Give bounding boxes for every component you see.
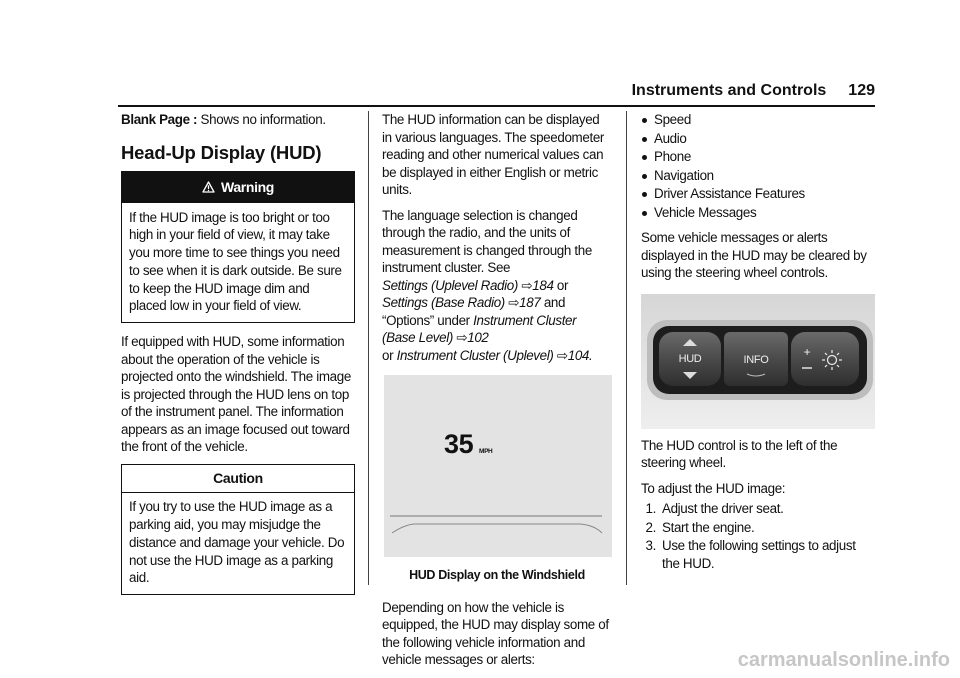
page-number: 129 [848,82,875,99]
hud-control-location: The HUD control is to the left of the steering wheel. [641,437,838,470]
section-title: Instruments and Controls [631,82,827,99]
section-heading: Head-Up Display (HUD) [121,141,322,163]
page-ref-arrow-icon: ⇨ [508,295,520,310]
warning-box [121,171,355,323]
page-ref-arrow-icon: ⇨ [521,277,533,293]
blank-page-term: Blank Page : [121,112,198,127]
warning-triangle-icon [202,181,215,193]
or-text: or [556,277,569,293]
or-text: or [382,347,394,363]
steering-controls-illustration [641,294,875,429]
adjust-intro: To adjust the HUD image: [641,480,786,496]
list-item: Driver Assistance Features [641,185,875,203]
settings-text: The language selection is changed through the radio, and the units of measurement is changed through the instrument cluster. See [382,207,592,275]
warning-title: Warning [220,179,275,195]
warning-header [122,172,354,203]
hud-button-label: HUD [678,352,702,365]
brightness-button[interactable] [791,332,859,386]
warning-text: If the HUD image is too bright or too high in your field of view, it may take you more time to see things you need to see when it is dark outside. Be sure to keep the HUD image dim and placed low in your field of view. [129,209,342,314]
hud-speed-unit: MPH [479,448,493,455]
language-paragraph: The HUD information can be displayed in various languages. The speedometer reading and other numerical values can be displayed in either English or metric units. [382,112,605,197]
column-divider-2 [626,111,627,585]
step-number: 3. [645,538,656,553]
list-item: Vehicle Messages [641,204,875,222]
step-number: 1. [645,501,656,516]
clear-messages-paragraph: Some vehicle messages or alerts displayed in the HUD may be cleared by using the steering wheel controls. [641,230,867,280]
list-item: Speed [641,111,875,129]
ref-base-radio[interactable]: Settings (Base Radio) [382,295,505,310]
ref-uplevel-radio[interactable]: Settings (Uplevel Radio) [382,277,518,293]
list-item: Navigation [641,167,875,185]
list-item: Phone [641,148,875,166]
column-2 [382,111,612,677]
column-1 [121,111,355,595]
page-ref-arrow-icon: ⇨ [456,330,468,345]
ref-cluster-uplevel-page[interactable]: 104. [567,347,593,363]
step-text: Start the engine. [662,519,755,535]
hud-speed-value: 35 [444,429,474,459]
ref-cluster-base-page[interactable]: 102 [467,330,489,345]
header-rule [118,105,875,107]
hud-intro-paragraph: If equipped with HUD, some information about the operation of the vehicle is projected onto the windshield. The image is projected through the HUD lens on top of the instrument panel. The information appears as an image focused out toward the front of the vehicle. [121,334,351,455]
settings-reference-paragraph [382,207,612,365]
info-button[interactable] [724,332,788,386]
step-number: 2. [645,519,656,535]
list-item [641,519,875,537]
blank-page-desc: Shows no information. [200,112,326,127]
caution-title: Caution [122,465,354,494]
options-text: and “Options” under [382,295,566,328]
page-header [520,82,875,100]
caution-box [121,464,355,595]
ref-uplevel-radio-page[interactable]: 184 [532,277,554,293]
step-text: Adjust the driver seat. [662,501,784,516]
blank-page-entry [121,111,355,129]
caution-text: If you try to use the HUD image as a parking aid, you may misjudge the distance and damage your vehicle. Do not use the HUD image as a parking aid. [129,499,345,586]
column-3 [641,111,875,573]
hud-windshield-figure [384,375,612,557]
column-divider-1 [368,111,369,585]
ref-base-radio-page[interactable]: 187 [519,295,541,310]
display-items-paragraph: Depending on how the vehicle is equipped, the HUD may display some of the following vehicle information and vehicle messages or alerts: [382,599,609,667]
ref-cluster-base[interactable]: Instrument Cluster (Base Level) [382,312,577,345]
info-button-label: INFO [743,353,769,366]
list-item: Audio [641,130,875,148]
page-ref-arrow-icon: ⇨ [556,347,568,363]
steering-controls-figure [641,294,875,429]
plus-icon: + [803,344,811,359]
hud-info-list [641,111,875,221]
list-item [641,537,875,572]
list-item [641,500,875,518]
step-text: Use the following settings to adjust the HUD. [662,538,856,571]
hud-button[interactable] [659,332,721,386]
hud-illustration [384,375,612,557]
adjust-steps-list [641,500,875,572]
figure-caption: HUD Display on the Windshield [409,568,585,582]
ref-cluster-uplevel[interactable]: Instrument Cluster (Uplevel) [396,347,554,363]
watermark: carmanualsonline.info [737,649,950,671]
